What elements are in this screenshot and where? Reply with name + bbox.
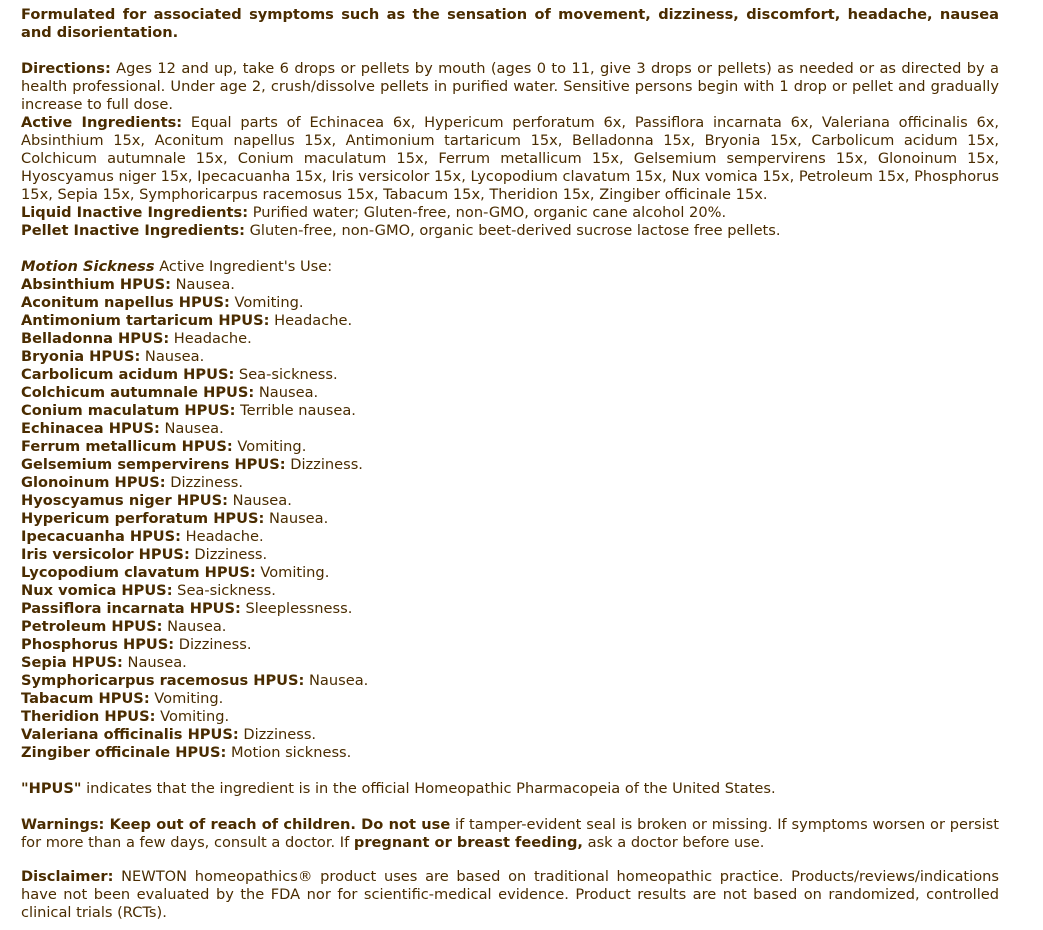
active-ingredients-paragraph — [21, 114, 999, 204]
warnings-bold-2: pregnant or breast feeding, — [353, 834, 583, 851]
directions-paragraph — [21, 60, 999, 114]
list-item: Ipecacuanha HPUS: Headache. — [21, 528, 264, 545]
list-item: Belladonna HPUS: Headache. — [21, 330, 252, 347]
list-item: Passiflora incarnata HPUS: Sleeplessness. — [21, 600, 353, 617]
directions-label: Directions: — [21, 60, 111, 77]
list-item: Absinthium HPUS: Nausea. — [21, 276, 235, 293]
uses-list — [21, 276, 999, 762]
disclaimer-label: Disclaimer: — [21, 868, 114, 885]
hpus-text: indicates that the ingredient is in the official Homeopathic Pharmacopeia of the United States. — [81, 780, 776, 797]
liquid-inactive-paragraph — [21, 204, 999, 222]
list-item: Echinacea HPUS: Nausea. — [21, 420, 224, 437]
liquid-inactive-text: Purified water; Gluten-free, non-GMO, organic cane alcohol 20%. — [248, 204, 727, 221]
product-description — [21, 6, 999, 922]
list-item: Colchicum autumnale HPUS: Nausea. — [21, 384, 319, 401]
list-item: Ferrum metallicum HPUS: Vomiting. — [21, 438, 307, 455]
list-item: Symphoricarpus racemosus HPUS: Nausea. — [21, 672, 369, 689]
list-item: Nux vomica HPUS: Sea-sickness. — [21, 582, 276, 599]
list-item: Petroleum HPUS: Nausea. — [21, 618, 227, 635]
warnings-paragraph — [21, 816, 999, 852]
list-item: Valeriana officinalis HPUS: Dizziness. — [21, 726, 317, 743]
warnings-label: Warnings: Keep out of reach of children. Do not use — [21, 816, 451, 833]
list-item: Hypericum perforatum HPUS: Nausea. — [21, 510, 329, 527]
liquid-inactive-label: Liquid Inactive Ingredients: — [21, 204, 249, 221]
list-item: Sepia HPUS: Nausea. — [21, 654, 187, 671]
pellet-inactive-text: Gluten-free, non-GMO, organic beet-derived sucrose lactose free pellets. — [244, 222, 781, 239]
active-ingredients-label: Active Ingredients: — [21, 114, 183, 131]
intro-text: Formulated for associated symptoms such as the sensation of movement, dizziness, discomfort, headache, nausea and disorientation. — [21, 6, 999, 41]
pellet-inactive-paragraph — [21, 222, 999, 240]
directions-text: Ages 12 and up, take 6 drops or pellets by mouth (ages 0 to 11, give 3 drops or pellets) as needed or as directed by a health professional. Under age 2, crush/dissolve pellets in purified water. Sensitive persons begin with 1 drop or pellet and gradually increase to full dose. — [21, 60, 999, 113]
disclaimer-text: NEWTON homeopathics® product uses are based on traditional homeopathic practice. Products/reviews/indications have not been evaluated by the FDA nor for scientific-medical evidence. Product results are not based on randomized, controlled clinical trials (RCTs). — [21, 868, 999, 921]
list-item: Theridion HPUS: Vomiting. — [21, 708, 230, 725]
list-item: Phosphorus HPUS: Dizziness. — [21, 636, 252, 653]
list-item: Lycopodium clavatum HPUS: Vomiting. — [21, 564, 330, 581]
list-item: Tabacum HPUS: Vomiting. — [21, 690, 224, 707]
pellet-inactive-label: Pellet Inactive Ingredients: — [21, 222, 245, 239]
list-item: Aconitum napellus HPUS: Vomiting. — [21, 294, 304, 311]
hpus-note — [21, 780, 999, 798]
active-ingredients-text: Equal parts of Echinacea 6x, Hypericum perforatum 6x, Passiflora incarnata 6x, Valeriana officinalis 6x, Absinthium 15x, Aconitum napellus 15x, Antimonium tartaricum 15x, Belladonna 15x, Bryonia 15x, Carbolicum acidum 15x, Colchicum autumnale 15x, Conium maculatum 15x, Ferrum metallicum 15x, Gelsemium sempervirens 15x, Glonoinum 15x, Hyoscyamus niger 15x, Ipecacuanha 15x, Iris versicolor 15x, Lycopodium clavatum 15x, Nux vomica 15x, Petroleum 15x, Phosphorus 15x, Sepia 15x, Symphoricarpus racemosus 15x, Tabacum 15x, Theridion 15x, Zingiber officinale 15x. — [21, 114, 1000, 203]
list-item: Gelsemium sempervirens HPUS: Dizziness. — [21, 456, 363, 473]
disclaimer-paragraph — [21, 868, 999, 922]
list-item: Carbolicum acidum HPUS: Sea-sickness. — [21, 366, 338, 383]
uses-heading — [21, 258, 999, 276]
warnings-text-2: ask a doctor before use. — [582, 834, 765, 851]
list-item: Conium maculatum HPUS: Terrible nausea. — [21, 402, 356, 419]
hpus-label: "HPUS" — [21, 780, 82, 797]
list-item: Glonoinum HPUS: Dizziness. — [21, 474, 243, 491]
list-item: Iris versicolor HPUS: Dizziness. — [21, 546, 268, 563]
list-item: Hyoscyamus niger HPUS: Nausea. — [21, 492, 292, 509]
list-item: Antimonium tartaricum HPUS: Headache. — [21, 312, 353, 329]
list-item: Zingiber officinale HPUS: Motion sickness. — [21, 744, 352, 761]
uses-heading-product: Motion Sickness — [21, 258, 155, 275]
list-item: Bryonia HPUS: Nausea. — [21, 348, 205, 365]
uses-heading-text: Active Ingredient's Use: — [154, 258, 333, 275]
warnings-text-1: if tamper-evident seal is broken or missing. If symptoms worsen or persist for more than a few days, consult a doctor. If — [21, 816, 1000, 851]
